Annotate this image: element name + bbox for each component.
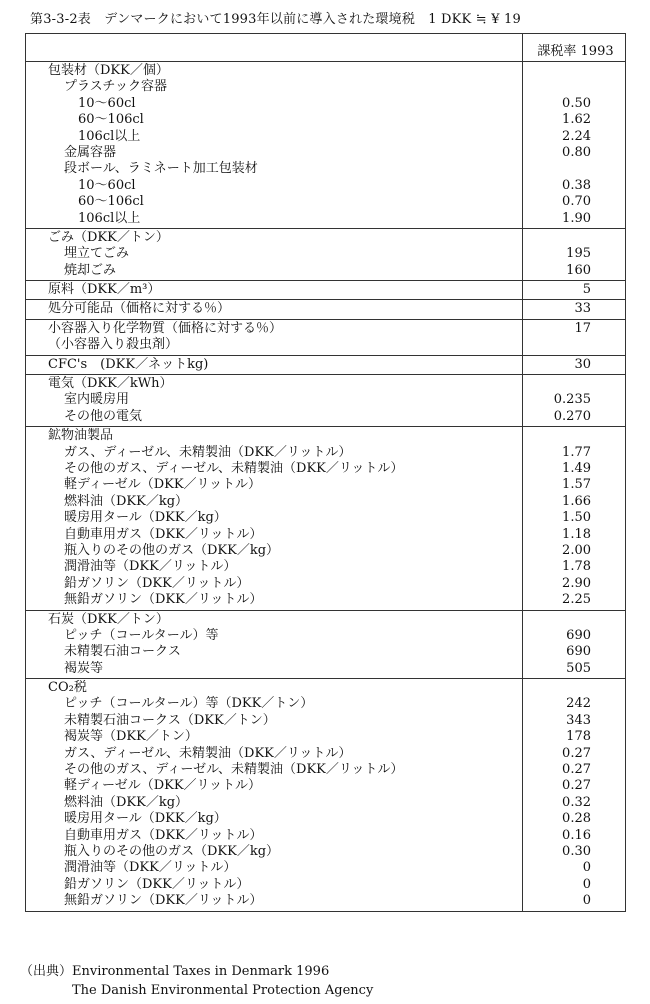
- row-label: その他のガス、ディーゼル、未精製油（DKK／リットル）: [64, 762, 404, 778]
- table-group: [26, 62, 625, 229]
- row-label: 褐炭等: [64, 660, 104, 676]
- table-row: [26, 230, 625, 246]
- row-label: 瓶入りのその他のガス（DKK／kg）: [64, 843, 280, 859]
- row-label: 電気（DKK／kWh）: [48, 376, 173, 392]
- table-row: [26, 778, 625, 794]
- table-row: [26, 510, 625, 526]
- table-group: [26, 281, 625, 300]
- row-value: 0: [582, 876, 591, 892]
- row-label: 段ボール、ラミネート加工包装材: [64, 161, 258, 177]
- row-label: 軽ディーゼル（DKK／リットル）: [64, 778, 262, 794]
- table-header-row: [26, 34, 625, 62]
- tax-rate-column-header: 課税率 1993: [537, 44, 614, 59]
- table-row: [26, 893, 625, 909]
- table-row: [26, 409, 625, 425]
- table-row: [26, 762, 625, 778]
- row-value: 195: [566, 246, 591, 262]
- table-row: [26, 145, 625, 161]
- row-value: 242: [566, 696, 591, 712]
- row-value: 0: [582, 860, 591, 876]
- table-group: [26, 611, 625, 680]
- row-label: 暖房用タール（DKK／kg）: [64, 510, 227, 526]
- row-value: 1.50: [562, 510, 591, 526]
- row-label: ごみ（DKK／トン）: [48, 229, 169, 245]
- row-label: ガス、ディーゼル、未精製油（DKK／リットル）: [64, 745, 352, 761]
- row-value: 178: [566, 729, 591, 745]
- row-value: 1.66: [562, 493, 591, 509]
- row-label: 無鉛ガソリン（DKK／リットル）: [64, 893, 263, 909]
- table-row: [26, 246, 625, 262]
- row-label: （小容器入り殺虫剤）: [48, 337, 179, 353]
- environmental-tax-table: [25, 33, 626, 912]
- row-label: 60～106cl: [78, 112, 144, 128]
- table-group: [26, 229, 625, 281]
- table-group: [26, 300, 625, 319]
- table-row: [26, 612, 625, 628]
- row-value: 0.27: [562, 762, 591, 778]
- row-value: 343: [566, 712, 591, 728]
- row-value: 0.270: [553, 408, 591, 424]
- table-row: [26, 211, 625, 227]
- row-label: その他のガス、ディーゼル、未精製油（DKK／リットル）: [64, 460, 404, 476]
- table-row: [26, 63, 625, 79]
- source-note: [20, 962, 373, 1000]
- row-label: 燃料油（DKK／kg）: [64, 794, 189, 810]
- row-label: 処分可能品（価格に対する％）: [48, 301, 231, 317]
- source-line-2: The Danish Environmental Protection Agency: [72, 983, 374, 998]
- row-value: 1.57: [562, 477, 591, 493]
- row-label: 褐炭等（DKK／トン）: [64, 729, 198, 745]
- row-label: 小容器入り化学物質（価格に対する％）: [48, 320, 283, 336]
- row-label: 自動車用ガス（DKK／リットル）: [64, 526, 263, 542]
- row-label: 鉛ガソリン（DKK／リットル）: [64, 575, 250, 591]
- row-label: 焼却ごみ: [64, 262, 117, 278]
- row-value: 5: [582, 282, 591, 298]
- row-label: CFC's (DKK／ネットkg): [48, 356, 209, 372]
- row-value: 0.50: [562, 95, 591, 111]
- row-value: 0.32: [562, 794, 591, 810]
- table-row: [26, 357, 625, 373]
- row-value: 2.90: [562, 575, 591, 591]
- row-value: 1.78: [562, 559, 591, 575]
- table-row: [26, 628, 625, 644]
- row-value: 0.38: [562, 177, 591, 193]
- row-label: CO₂税: [48, 680, 87, 696]
- table-row: [26, 428, 625, 444]
- row-label: 埋立てごみ: [64, 246, 130, 262]
- row-value: 505: [566, 660, 591, 676]
- table-row: [26, 795, 625, 811]
- row-label: 軽ディーゼル（DKK／リットル）: [64, 477, 262, 493]
- row-value: 0: [582, 893, 591, 909]
- row-label: 60～106cl: [78, 194, 144, 210]
- row-label: 10～60cl: [78, 95, 136, 111]
- row-value: 160: [566, 262, 591, 278]
- row-value: 1.77: [562, 444, 591, 460]
- table-row: [26, 729, 625, 745]
- row-value: 0.28: [562, 811, 591, 827]
- table-row: [26, 576, 625, 592]
- row-value: 0.27: [562, 745, 591, 761]
- row-value: 0.27: [562, 778, 591, 794]
- row-label: 潤滑油等（DKK／リットル）: [64, 860, 237, 876]
- row-label: 無鉛ガソリン（DKK／リットル）: [64, 592, 263, 608]
- row-label: 室内暖房用: [64, 392, 130, 408]
- table-row: [26, 746, 625, 762]
- table-group: [26, 427, 625, 610]
- table-row: [26, 644, 625, 660]
- table-row: [26, 282, 625, 298]
- row-label: 未精製石油コークス（DKK／トン）: [64, 712, 276, 728]
- table-row: [26, 680, 625, 696]
- row-label: 鉛ガソリン（DKK／リットル）: [64, 876, 250, 892]
- table-row: [26, 494, 625, 510]
- table-row: [26, 661, 625, 677]
- row-label: 石炭（DKK／トン）: [48, 611, 169, 627]
- row-label: 燃料油（DKK／kg）: [64, 493, 189, 509]
- table-row: [26, 301, 625, 317]
- row-value: 0.16: [562, 827, 591, 843]
- row-label: 包装材（DKK／個）: [48, 63, 169, 78]
- row-label: 10～60cl: [78, 177, 136, 193]
- row-label: 潤滑油等（DKK／リットル）: [64, 559, 237, 575]
- table-group: [26, 375, 625, 427]
- row-value: 0.70: [562, 194, 591, 210]
- source-line-1: （出典）Environmental Taxes in Denmark 1996: [20, 964, 330, 979]
- row-value: 2.24: [562, 128, 591, 144]
- table-row: [26, 592, 625, 608]
- row-value: 2.00: [562, 542, 591, 558]
- row-label: 瓶入りのその他のガス（DKK／kg）: [64, 542, 280, 558]
- row-value: 1.18: [562, 526, 591, 542]
- table-row: [26, 263, 625, 279]
- table-row: [26, 112, 625, 128]
- table-row: [26, 559, 625, 575]
- row-value: 0.80: [562, 144, 591, 160]
- table-body: [26, 62, 625, 911]
- table-row: [26, 527, 625, 543]
- table-row: [26, 178, 625, 194]
- table-row: [26, 844, 625, 860]
- table-row: [26, 194, 625, 210]
- table-row: [26, 713, 625, 729]
- table-row: [26, 79, 625, 95]
- row-label: 106cl以上: [78, 210, 141, 226]
- row-label: ピッチ（コールタール）等: [64, 627, 219, 643]
- table-group: [26, 679, 625, 910]
- table-row: [26, 860, 625, 876]
- row-value: 0.30: [562, 843, 591, 859]
- table-row: [26, 337, 625, 353]
- table-row: [26, 161, 625, 177]
- row-label: 未精製石油コークス: [64, 644, 181, 660]
- row-label: 106cl以上: [78, 128, 141, 144]
- row-label: 金属容器: [64, 144, 117, 160]
- row-value: 0.235: [553, 392, 591, 408]
- table-row: [26, 96, 625, 112]
- table-row: [26, 828, 625, 844]
- table-row: [26, 477, 625, 493]
- row-value: 17: [574, 320, 591, 336]
- row-value: 2.25: [562, 592, 591, 608]
- table-row: [26, 129, 625, 145]
- row-value: 690: [566, 644, 591, 660]
- table-group: [26, 356, 625, 375]
- row-label: 自動車用ガス（DKK／リットル）: [64, 827, 263, 843]
- row-label: 暖房用タール（DKK／kg）: [64, 811, 227, 827]
- row-label: 原料（DKK／m³）: [48, 282, 161, 298]
- row-label: ガス、ディーゼル、未精製油（DKK／リットル）: [64, 444, 352, 460]
- table-row: [26, 461, 625, 477]
- row-label: 鉱物油製品: [48, 428, 114, 444]
- row-label: その他の電気: [64, 408, 143, 424]
- row-value: 30: [574, 356, 591, 372]
- row-value: 1.49: [562, 460, 591, 476]
- table-row: [26, 392, 625, 408]
- column-divider: [522, 34, 523, 61]
- table-row: [26, 543, 625, 559]
- table-row: [26, 445, 625, 461]
- table-group: [26, 320, 625, 356]
- table-row: [26, 696, 625, 712]
- row-value: 1.90: [562, 210, 591, 226]
- table-row: [26, 376, 625, 392]
- table-row: [26, 811, 625, 827]
- row-value: 1.62: [562, 112, 591, 128]
- row-label: ピッチ（コールタール）等（DKK／トン）: [64, 696, 314, 712]
- table-title: 第3-3-2表 デンマークにおいて1993年以前に導入された環境税 1 DKK ≒ ¥ 19: [30, 12, 521, 27]
- row-value: 690: [566, 627, 591, 643]
- row-label: プラスチック容器: [64, 79, 167, 95]
- row-value: 33: [574, 301, 591, 317]
- table-row: [26, 877, 625, 893]
- table-row: [26, 321, 625, 337]
